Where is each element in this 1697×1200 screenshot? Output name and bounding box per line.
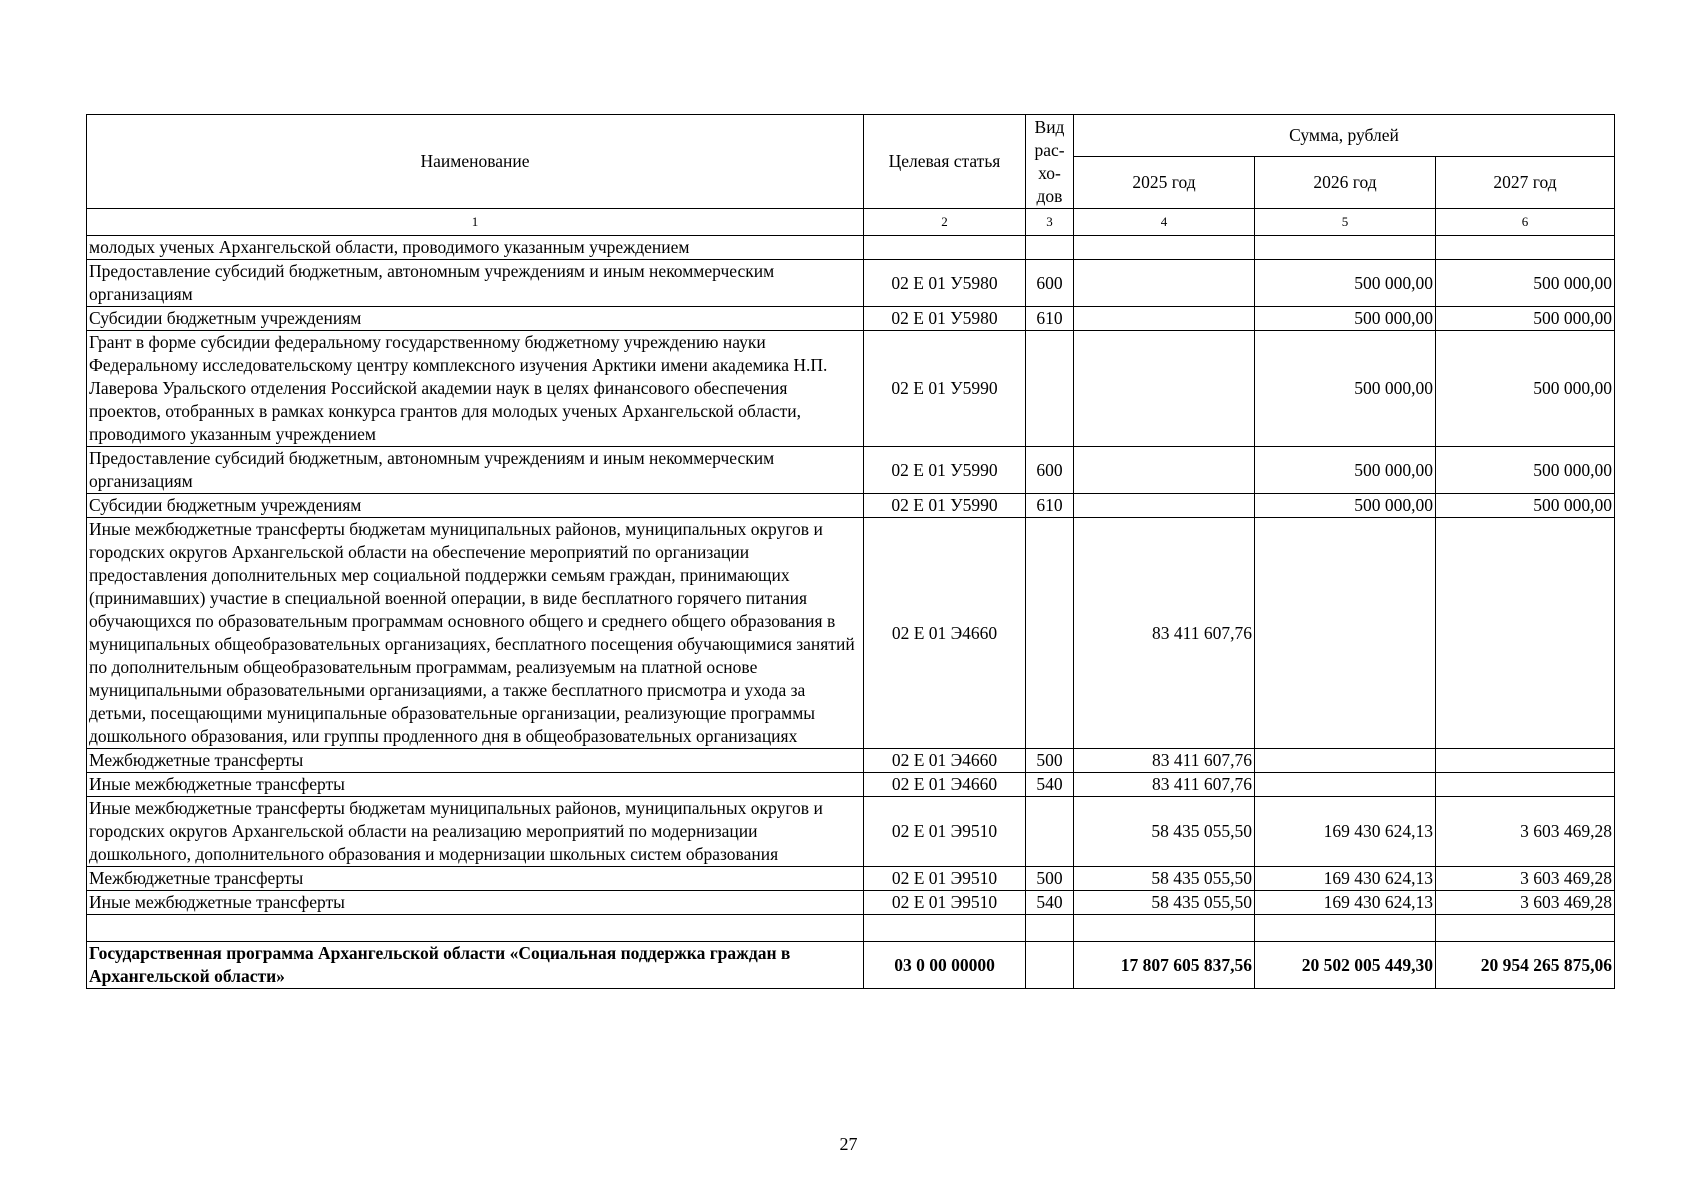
column-number: 6 <box>1436 209 1615 236</box>
table-row <box>87 867 1615 891</box>
budget-table-container <box>86 114 1614 989</box>
table-row <box>87 942 1615 989</box>
row-name-cell: Межбюджетные трансферты <box>87 749 864 773</box>
row-amount-2026-cell: 500 000,00 <box>1255 260 1436 307</box>
row-expense-type-cell <box>1026 518 1074 749</box>
row-name-cell <box>87 915 864 942</box>
row-expense-type-cell <box>1026 915 1074 942</box>
row-amount-2025-cell: 17 807 605 837,56 <box>1074 942 1255 989</box>
row-name-cell: Иные межбюджетные трансферты бюджетам муниципальных районов, муниципальных округов и городских округов Архангельской области на обеспечение мероприятий по организации предоставления дополнительных мер социальной поддержки семьям граждан, принимающих (принимавших) участие в специальной военной операции, в виде бесплатного горячего питания обучающихся по образовательным программам основного общего и среднего общего образования в муниципальных общеобразовательных организациях, бесплатного посещения обучающимися занятий по дополнительным общеобразовательным программам, реализуемым на платной основе муниципальными образовательными организациями, а также бесплатного присмотра и ухода за детьми, посещающими муниципальные образовательные организации, реализующие программы дошкольного образования, или группы продленного дня в общеобразовательных организациях <box>87 518 864 749</box>
table-row <box>87 915 1615 942</box>
row-amount-2027-cell <box>1436 915 1615 942</box>
header-target-article: Целевая статья <box>864 115 1026 209</box>
row-expense-type-cell: 600 <box>1026 260 1074 307</box>
table-row <box>87 797 1615 867</box>
header-year-2026: 2026 год <box>1255 157 1436 209</box>
row-expense-type-cell <box>1026 331 1074 447</box>
row-amount-2025-cell: 58 435 055,50 <box>1074 797 1255 867</box>
row-target-article-cell: 02 Е 01 Э9510 <box>864 891 1026 915</box>
row-target-article-cell <box>864 236 1026 260</box>
row-expense-type-cell <box>1026 942 1074 989</box>
row-expense-type-cell: 610 <box>1026 494 1074 518</box>
row-expense-type-cell <box>1026 797 1074 867</box>
row-amount-2026-cell: 500 000,00 <box>1255 447 1436 494</box>
row-name-cell: Межбюджетные трансферты <box>87 867 864 891</box>
column-number: 2 <box>864 209 1026 236</box>
row-amount-2026-cell <box>1255 915 1436 942</box>
row-name-cell: Иные межбюджетные трансферты бюджетам муниципальных районов, муниципальных округов и городских округов Архангельской области на реализацию мероприятий по модернизации дошкольного, дополнительного образования и модернизации школьных систем образования <box>87 797 864 867</box>
row-target-article-cell <box>864 915 1026 942</box>
row-amount-2027-cell: 3 603 469,28 <box>1436 797 1615 867</box>
row-amount-2025-cell: 58 435 055,50 <box>1074 867 1255 891</box>
table-row <box>87 236 1615 260</box>
row-amount-2025-cell <box>1074 236 1255 260</box>
row-target-article-cell: 02 Е 01 У5990 <box>864 494 1026 518</box>
table-row <box>87 447 1615 494</box>
table-row <box>87 260 1615 307</box>
row-amount-2025-cell <box>1074 307 1255 331</box>
row-amount-2027-cell: 500 000,00 <box>1436 494 1615 518</box>
row-amount-2027-cell: 500 000,00 <box>1436 307 1615 331</box>
table-row <box>87 891 1615 915</box>
row-expense-type-cell: 540 <box>1026 773 1074 797</box>
row-amount-2027-cell: 3 603 469,28 <box>1436 891 1615 915</box>
row-expense-type-cell: 500 <box>1026 749 1074 773</box>
column-number: 5 <box>1255 209 1436 236</box>
row-amount-2027-cell <box>1436 749 1615 773</box>
row-name-cell: Иные межбюджетные трансферты <box>87 773 864 797</box>
row-target-article-cell: 02 Е 01 У5990 <box>864 447 1026 494</box>
row-amount-2025-cell <box>1074 494 1255 518</box>
row-target-article-cell: 02 Е 01 Э4660 <box>864 749 1026 773</box>
row-amount-2027-cell: 500 000,00 <box>1436 331 1615 447</box>
row-amount-2027-cell: 20 954 265 875,06 <box>1436 942 1615 989</box>
column-number: 3 <box>1026 209 1074 236</box>
row-amount-2025-cell: 58 435 055,50 <box>1074 891 1255 915</box>
page-number: 27 <box>839 1134 858 1154</box>
row-amount-2025-cell: 83 411 607,76 <box>1074 518 1255 749</box>
row-expense-type-cell: 500 <box>1026 867 1074 891</box>
row-amount-2026-cell: 169 430 624,13 <box>1255 891 1436 915</box>
column-number: 1 <box>87 209 864 236</box>
row-amount-2027-cell: 500 000,00 <box>1436 260 1615 307</box>
row-amount-2026-cell: 169 430 624,13 <box>1255 797 1436 867</box>
header-expense-type: Вид рас- хо- дов <box>1026 115 1074 209</box>
row-target-article-cell: 02 Е 01 Э9510 <box>864 797 1026 867</box>
header-year-2025: 2025 год <box>1074 157 1255 209</box>
column-number-row <box>87 209 1615 236</box>
row-name-cell: Субсидии бюджетным учреждениям <box>87 307 864 331</box>
table-row <box>87 773 1615 797</box>
row-name-cell: Предоставление субсидий бюджетным, автономным учреждениям и иным некоммерческим организациям <box>87 260 864 307</box>
row-expense-type-cell: 540 <box>1026 891 1074 915</box>
table-row <box>87 331 1615 447</box>
row-amount-2027-cell: 500 000,00 <box>1436 447 1615 494</box>
row-amount-2025-cell <box>1074 260 1255 307</box>
row-name-cell: молодых ученых Архангельской области, проводимого указанным учреждением <box>87 236 864 260</box>
row-amount-2027-cell <box>1436 236 1615 260</box>
row-target-article-cell: 02 Е 01 Э9510 <box>864 867 1026 891</box>
header-year-2027: 2027 год <box>1436 157 1615 209</box>
header-sum: Сумма, рублей <box>1074 115 1615 157</box>
row-name-cell: Иные межбюджетные трансферты <box>87 891 864 915</box>
row-target-article-cell: 02 Е 01 Э4660 <box>864 773 1026 797</box>
row-target-article-cell: 02 Е 01 Э4660 <box>864 518 1026 749</box>
row-amount-2026-cell <box>1255 236 1436 260</box>
row-expense-type-cell <box>1026 236 1074 260</box>
table-body <box>87 209 1615 989</box>
row-target-article-cell: 02 Е 01 У5990 <box>864 331 1026 447</box>
row-amount-2027-cell: 3 603 469,28 <box>1436 867 1615 891</box>
row-expense-type-cell: 600 <box>1026 447 1074 494</box>
row-amount-2026-cell: 500 000,00 <box>1255 331 1436 447</box>
row-amount-2026-cell: 500 000,00 <box>1255 494 1436 518</box>
table-row <box>87 307 1615 331</box>
row-name-cell: Грант в форме субсидии федеральному государственному бюджетному учреждению науки Федеральному исследовательскому центру комплексного изучения Арктики имени академика Н.П. Лаверова Уральского отделения Российской академии наук в целях финансового обеспечения проектов, отобранных в рамках конкурса грантов для молодых ученых Архангельской области, проводимого указанным учреждением <box>87 331 864 447</box>
row-amount-2026-cell <box>1255 773 1436 797</box>
budget-table <box>86 114 1615 989</box>
row-target-article-cell: 02 Е 01 У5980 <box>864 307 1026 331</box>
row-amount-2025-cell <box>1074 331 1255 447</box>
row-amount-2026-cell <box>1255 518 1436 749</box>
row-target-article-cell: 02 Е 01 У5980 <box>864 260 1026 307</box>
row-amount-2027-cell <box>1436 518 1615 749</box>
row-target-article-cell: 03 0 00 00000 <box>864 942 1026 989</box>
table-row <box>87 749 1615 773</box>
row-amount-2025-cell <box>1074 915 1255 942</box>
row-amount-2026-cell: 169 430 624,13 <box>1255 867 1436 891</box>
row-amount-2026-cell: 20 502 005 449,30 <box>1255 942 1436 989</box>
row-amount-2027-cell <box>1436 773 1615 797</box>
row-amount-2025-cell: 83 411 607,76 <box>1074 773 1255 797</box>
row-name-cell: Предоставление субсидий бюджетным, автономным учреждениям и иным некоммерческим организациям <box>87 447 864 494</box>
row-amount-2026-cell <box>1255 749 1436 773</box>
column-number: 4 <box>1074 209 1255 236</box>
row-name-cell: Государственная программа Архангельской области «Социальная поддержка граждан в Архангельской области» <box>87 942 864 989</box>
header-name: Наименование <box>87 115 864 209</box>
row-amount-2026-cell: 500 000,00 <box>1255 307 1436 331</box>
row-name-cell: Субсидии бюджетным учреждениям <box>87 494 864 518</box>
table-row <box>87 518 1615 749</box>
row-amount-2025-cell: 83 411 607,76 <box>1074 749 1255 773</box>
row-expense-type-cell: 610 <box>1026 307 1074 331</box>
table-row <box>87 494 1615 518</box>
row-amount-2025-cell <box>1074 447 1255 494</box>
